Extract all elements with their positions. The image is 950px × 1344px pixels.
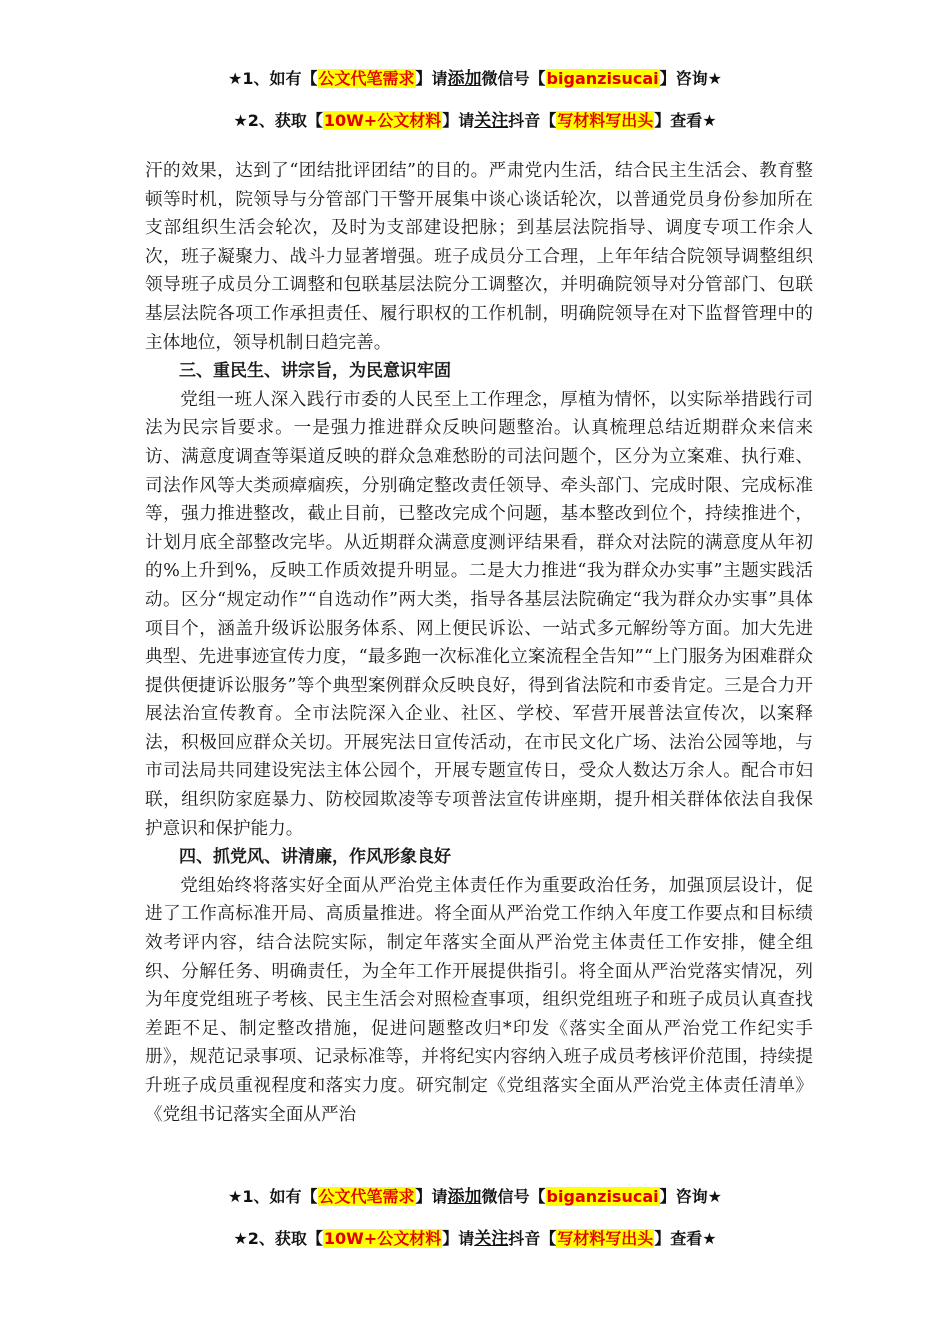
banner-suffix: 】查看★	[654, 111, 717, 130]
promo-banner-top-2	[0, 110, 950, 132]
banner-emphasis: 添加	[447, 1187, 482, 1207]
paragraph-section-4: 党组始终将落实好全面从严治党主体责任作为重要政治任务，加强顶层设计，促进了工作高标准开局、高质量推进。将全面从严治党工作纳入年度工作要点和目标绩效考评内容，结合法院实际，制定年落实全面从严治党主体责任工作安排，健全组织、分解任务、明确责任，为全年工作开展提供指引。将全面从严治党落实情况，列为年度党组班子考核、民主生活会对照检查事项，组织党组班子和班子成员认真查找差距不足、制定整改措施，促进问题整改归*印发《落实全面从严治党工作纪实手册》，规范记录事项、记录标准等，并将纪实内容纳入班子成员考核评价范围，持续提升班子成员重视程度和落实力度。研究制定《党组落实全面从严治党主体责任清单》《党组书记落实全面从严治	[145, 875, 813, 1125]
banner-prefix: ★1、如有【	[228, 1187, 318, 1206]
banner-highlight-service: 公文代笔需求	[318, 1187, 415, 1206]
banner-emphasis: 关注	[474, 1229, 509, 1249]
banner-text: 抖音【	[508, 1229, 557, 1248]
banner-prefix: ★1、如有【	[228, 69, 318, 88]
banner-suffix: 】咨询★	[659, 1187, 722, 1206]
banner-text: 微信号【	[481, 69, 546, 88]
banner-highlight-materials: 10W+公文材料	[323, 111, 442, 130]
banner-text: 】请	[442, 1229, 475, 1248]
banner-text: 微信号【	[481, 1187, 546, 1206]
banner-text: 】请	[415, 69, 448, 88]
banner-prefix: ★2、获取【	[233, 111, 323, 130]
banner-prefix: ★2、获取【	[233, 1229, 323, 1248]
banner-text: 】请	[442, 111, 475, 130]
banner-highlight-wechat-id: biganzisucai	[546, 1187, 659, 1206]
promo-banner-bottom-2	[0, 1228, 950, 1250]
section-heading-4: 四、抓党风、讲清廉，作风形象良好	[179, 847, 451, 868]
promo-banner-bottom-1	[0, 1186, 950, 1208]
banner-highlight-materials: 10W+公文材料	[323, 1229, 442, 1248]
banner-highlight-service: 公文代笔需求	[318, 69, 415, 88]
banner-highlight-douyin-account: 写材料写出头	[557, 1229, 654, 1248]
banner-suffix: 】咨询★	[659, 69, 722, 88]
banner-text: 抖音【	[508, 111, 557, 130]
document-body	[145, 157, 813, 1129]
banner-highlight-wechat-id: biganzisucai	[546, 69, 659, 88]
paragraph-section-3: 党组一班人深入践行市委的人民至上工作理念，厚植为情怀，以实际举措践行司法为民宗旨要求。一是强力推进群众反映问题整治。认真梳理总结近期群众来信来访、满意度调查等渠道反映的群众急难愁盼的司法问题个，区分为立案难、执行难、司法作风等大类顽瘴痼疾，分别确定整改责任领导、牵头部门、完成时限、完成标准等，强力推进整改，截止目前，已整改完成个问题，基本整改到位个，持续推进个，计划月底全部整改完毕。从近期群众满意度测评结果看，群众对法院的满意度从年初的%上升到%，反映工作质效提升明显。二是大力推进“我为群众办实事”主题实践活动。区分“规定动作”“自选动作”两大类，指导各基层法院确定“我为群众办实事”具体项目个，涵盖升级诉讼服务体系、网上便民诉讼、一站式多元解纷等方面。加大先进典型、先进事迹宣传力度，“最多跑一次标准化立案流程全告知”“上门服务为困难群众提供便捷诉讼服务”等个典型案例群众反映良好，得到省法院和市委肯定。三是合力开展法治宣传教育。全市法院深入企业、社区、学校、军营开展普法宣传次，以案释法，积极回应群众关切。开展宪法日宣传活动，在市民文化广场、法治公园等地，与市司法局共同建设宪法主体公园个，开展专题宣传日，受众人数达万余人。配合市妇联，组织防家庭暴力、防校园欺凌等专项普法宣传讲座期，提升相关群体依法自我保护意识和保护能力。	[145, 389, 813, 839]
paragraph-continued: 汗的效果，达到了“团结批评团结”的目的。严肃党内生活，结合民主生活会、教育整顿等时机，院领导与分管部门干警开展集中谈心谈话轮次，以普通党员身份参加所在支部组织生活会轮次，及时为支部建设把脉；到基层法院指导、调度专项工作余人次，班子凝聚力、战斗力显著增强。班子成员分工合理，上年年结合院领导调整组织领导班子成员分工调整和包联基层法院分工调整次，并明确院领导对分管部门、包联基层法院各项工作承担责任、履行职权的工作机制，明确院领导在对下监督管理中的主体地位，领导机制日趋完善。	[145, 161, 813, 353]
banner-text: 】请	[415, 1187, 448, 1206]
banner-emphasis: 关注	[474, 111, 509, 131]
section-heading-3: 三、重民生、讲宗旨，为民意识牢固	[179, 361, 451, 382]
banner-suffix: 】查看★	[654, 1229, 717, 1248]
banner-highlight-douyin-account: 写材料写出头	[557, 111, 654, 130]
promo-banner-top-1	[0, 68, 950, 90]
banner-emphasis: 添加	[447, 69, 482, 89]
